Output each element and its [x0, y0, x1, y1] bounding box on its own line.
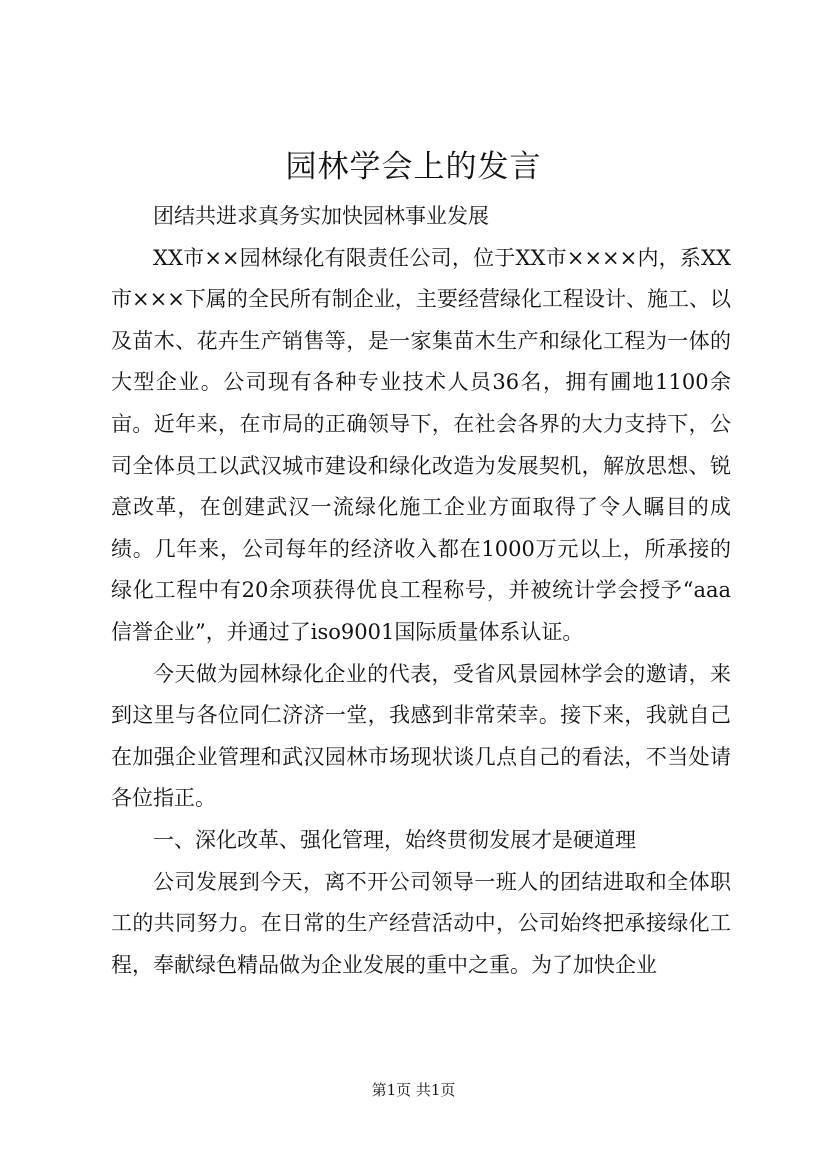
- company-intro-paragraph: XX市××园林绿化有限责任公司，位于XX市××××内，系XX市×××下属的全民所有制企业，主要经营绿化工程设计、施工、以及苗木、花卉生产销售等，是一家集苗木生产和绿化工程为一体的大型企业。公司现有各种专业技术人员36名，拥有圃地1100余亩。近年来，在市局的正确领导下，在社会各界的大力支持下，公司全体员工以武汉城市建设和绿化改造为发展契机，解放思想、锐意改革，在创建武汉一流绿化施工企业方面取得了令人瞩目的成绩。几年来，公司每年的经济收入都在1000万元以上，所承接的绿化工程中有20余项获得优良工程称号，并被统计学会授予“aaa信誉企业”，并通过了iso9001国际质量体系认证。: [111, 245, 731, 644]
- document-title: 园林学会上的发言: [285, 149, 542, 185]
- greeting-paragraph: 今天做为园林绿化企业的代表，受省风景园林学会的邀请，来到这里与各位同仁济济一堂，我感到非常荣幸。接下来，我就自己在加强企业管理和武汉园林市场现状谈几点自己的看法，不当处请各位指正。: [111, 661, 731, 811]
- page-footer: 第1页 共1页: [371, 1081, 456, 1099]
- subtitle-paragraph: 团结共进求真务实加快园林事业发展: [153, 204, 489, 228]
- section-1-paragraph: 公司发展到今天，离不开公司领导一班人的团结进取和全体职工的共同努力。在日常的生产经营活动中，公司始终把承接绿化工程，奉献绿色精品做为企业发展的重中之重。为了加快企业: [111, 869, 731, 977]
- document-body: [111, 196, 731, 986]
- section-heading-1: 一、深化改革、强化管理，始终贯彻发展才是硬道理: [153, 827, 636, 852]
